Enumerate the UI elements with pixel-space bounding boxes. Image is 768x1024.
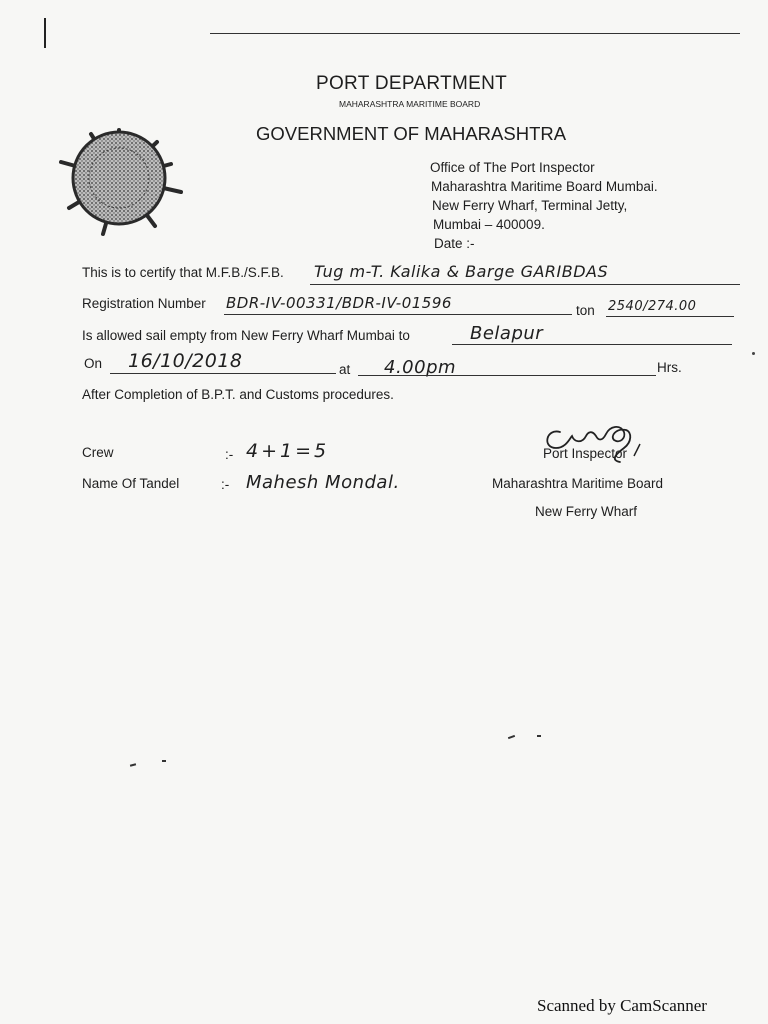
scan-speck (752, 352, 755, 355)
margin-mark (44, 18, 46, 48)
scan-speck (130, 763, 136, 766)
tandel-separator: :- (221, 477, 230, 492)
date-label: Date :- (434, 236, 475, 251)
date-underline (110, 373, 336, 374)
crew-count: 4+1=5 (246, 440, 330, 462)
top-rule (210, 33, 740, 34)
registration-underline (224, 314, 572, 315)
maritime-board-emblem (55, 122, 185, 240)
scan-speck (537, 735, 541, 737)
department-title: PORT DEPARTMENT (316, 73, 508, 94)
scan-speck (508, 735, 515, 739)
ton-label: ton (576, 303, 595, 318)
sail-date: 16/10/2018 (128, 350, 243, 372)
procedures-note: After Completion of B.P.T. and Customs procedures. (82, 387, 394, 402)
vessel-name: Tug m-T. Kalika & Barge GARIBDAS (314, 262, 609, 281)
certify-label: This is to certify that M.F.B./S.F.B. (82, 265, 284, 280)
scan-speck (162, 760, 166, 762)
government-title: GOVERNMENT OF MAHARASHTRA (256, 123, 567, 144)
board-subtitle: MAHARASHTRA MARITIME BOARD (339, 99, 481, 109)
registration-number: BDR-IV-00331/BDR-IV-01596 (226, 294, 452, 312)
sail-label: Is allowed sail empty from New Ferry Wharf Mumbai to (82, 328, 410, 343)
registration-label: Registration Number (82, 296, 206, 311)
destination-underline (452, 344, 732, 345)
scanner-watermark: Scanned by CamScanner (537, 996, 707, 1015)
address-line-4: Mumbai – 400009. (433, 217, 545, 232)
tandel-name: Mahesh Mondal. (246, 472, 400, 493)
tandel-label: Name Of Tandel (82, 476, 180, 491)
time-underline (358, 375, 656, 376)
crew-label: Crew (82, 445, 114, 460)
inspector-title: Port Inspector (543, 446, 628, 461)
at-label: at (339, 362, 351, 377)
hrs-label: Hrs. (657, 360, 682, 375)
destination: Belapur (470, 323, 544, 344)
sail-time: 4.00pm (384, 357, 457, 378)
inspector-board: Maharashtra Maritime Board (492, 476, 664, 491)
address-line-3: New Ferry Wharf, Terminal Jetty, (432, 198, 628, 213)
ton-underline (606, 316, 734, 317)
vessel-underline (310, 284, 740, 285)
address-line-1: Office of The Port Inspector (430, 160, 595, 175)
crew-separator: :- (225, 447, 234, 462)
inspector-place: New Ferry Wharf (535, 504, 638, 519)
on-label: On (84, 356, 103, 371)
ton-value: 2540/274.00 (608, 299, 697, 314)
address-line-2: Maharashtra Maritime Board Mumbai. (431, 179, 658, 194)
